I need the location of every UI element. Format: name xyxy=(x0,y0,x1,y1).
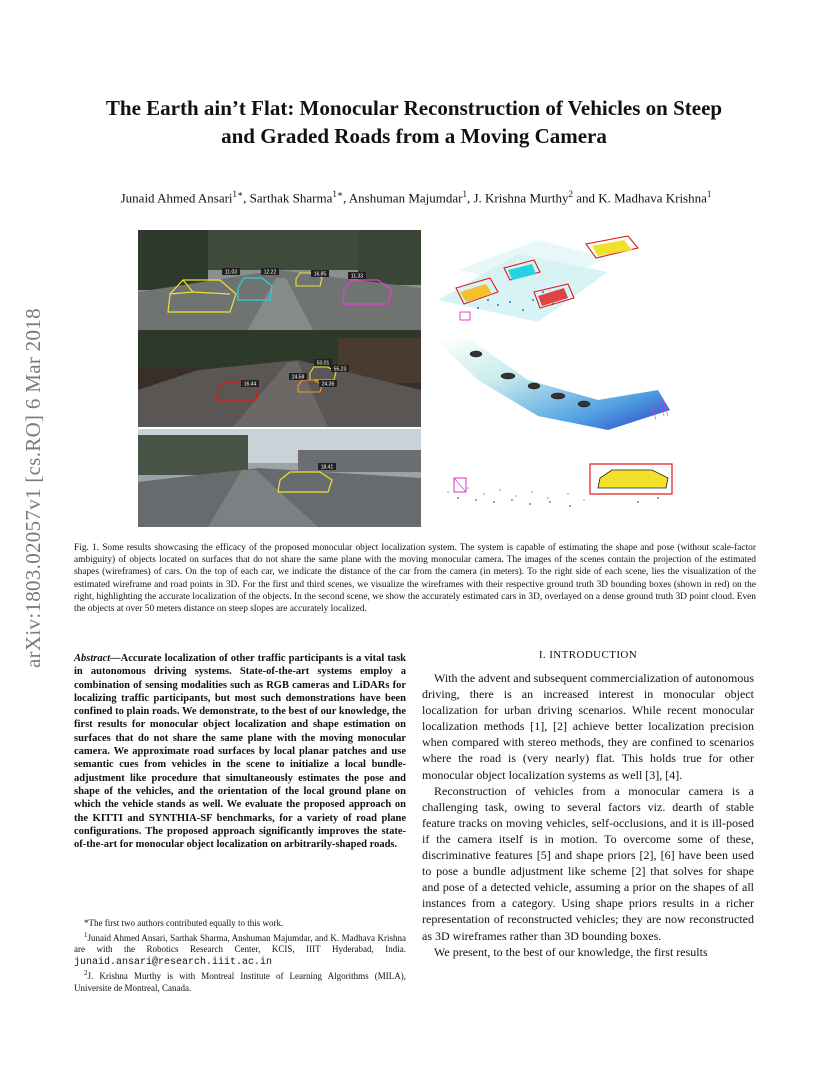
author-4: , J. Krishna Murthy xyxy=(466,190,569,206)
author-2-affiliation: 1∗ xyxy=(332,189,343,199)
scene-2-3d-visualization xyxy=(438,338,670,430)
scene-2-distance-label-5: 16.44 xyxy=(243,381,257,388)
footnote-1-text: Junaid Ahmed Ansari, Sarthak Sharma, Anshuman Majumdar, and K. Madhava Krishna are with the Robotics Research Center, KCIS, IIIT Hyderabad, India. xyxy=(74,932,406,955)
paper-title xyxy=(70,94,758,150)
abstract-dash: — xyxy=(110,653,121,664)
abstract-body: Accurate localization of other traffic participants is a vital task in autonomous driving systems. State-of-the-art systems employ a combination of sensing modalities such as RGB cameras and LiDARs for localizing traffic participants, but most such demonstrations have been confined to plain roads. We demonstrate, to the best of our knowledge, the first results for monocular object localization and shape estimation on surfaces that do not share the same plane with the moving monocular camera. We approximate road surfaces by local planar patches and use semantic cues from vehicles in the scene to initialize a local bundle-adjustment like procedure that simultaneously estimates the pose and shape of the vehicles, and the orientation of the local ground plane on which the vehicle stands as well. We evaluate the proposed approach on the KITTI and SYNTHIA-SF benchmarks, for a variety of road plane configurations. The proposed approach significantly improves the state-of-the-art for monocular object localization on arbitrarily-shaped roads. xyxy=(74,653,406,851)
intro-paragraph: We present, to the best of our knowledge, the first results xyxy=(434,944,708,959)
figure-1 xyxy=(138,230,690,527)
arxiv-identifier: arXiv:1803.02057v1 [cs.RO] 6 Mar 2018 xyxy=(21,308,45,668)
scene-3-3d-visualization xyxy=(447,464,672,507)
scene-2-distance-label-3: 24.58 xyxy=(291,374,305,381)
introduction-body xyxy=(422,670,754,960)
intro-paragraph: With the advent and subsequent commercialization of autonomous driving, there is an increased interest in monocular object localization for urban driving scenarios. While recent monocular localization methods [1], [2] achieve better localization precision when compared with stereo methods, they are confined to scenarios where the road is (very nearly) flat. This holds true for other monocular object localization systems as well [3], [4]. xyxy=(422,671,754,782)
scene-2-distance-label-2: 55.23 xyxy=(333,366,347,373)
figure-caption: Fig. 1. Some results showcasing the efficacy of the proposed monocular object localization system. The system is capable of estimating the shape and pose (without scale-factor ambiguity) of objects located on surfaces that do not share the same plane with the moving monocular camera. The images of the scenes contain the projection of the estimated shapes (wireframes) of cars. On the top of each car, we indicate the distance of the car from the camera (in meters). To the right side of each scene, lies the visualization of the estimated wireframe and road points in 3D. For the first and third scenes, we visualize the wireframes with their respective ground truth 3D bounding boxes (shown in red) on the right, highlighting the accurate localization of the objects. In the second scene, we show the accurately estimated cars in 3D, overlayed on a dense ground truth 3D point cloud. Even the objects at over 50 meters distance on steep slopes are accurately localized. xyxy=(74,543,756,615)
scene-1-3d-visualization xyxy=(438,236,638,322)
scene-2-distance-label-1: 53.01 xyxy=(316,360,330,367)
title-line-1: The Earth ain’t Flat: Monocular Reconstruction of Vehicles on Steep xyxy=(105,96,723,120)
author-1-affiliation: 1∗ xyxy=(232,189,244,199)
abstract xyxy=(74,652,406,851)
author-2: , Sarthak Sharma xyxy=(243,190,333,206)
footnote-1-email: junaid.ansari@research.iiit.ac.in xyxy=(74,956,273,968)
scene-1-distance-label-3: 16.85 xyxy=(313,271,327,278)
author-5: and K. Madhava Krishna xyxy=(572,190,707,206)
footnote-2-text: J. Krishna Murthy is with Montreal Institute of Learning Algorithms (MILA), Universite de Montreal, Canada. xyxy=(74,971,406,993)
footnote-affiliation-1 xyxy=(74,930,406,969)
scene-1-distance-label-4: 11.33 xyxy=(350,273,364,280)
title-line-2: and Graded Roads from a Moving Camera xyxy=(221,124,607,148)
scene-3-photo xyxy=(138,429,421,527)
scene-2-distance-label-4: 24.36 xyxy=(321,381,335,388)
author-4-affiliation: 2 xyxy=(568,189,573,199)
scene-1-distance-label-2: 12.22 xyxy=(263,269,277,276)
intro-paragraph: Reconstruction of vehicles from a monocular camera is a challenging task, owing to several factors viz. dearth of stable feature tracks on moving vehicles, self-occlusions, and it is ill-posed if the camera itself is in motion. To overcome some of these, discriminative features [5] and shape priors [2], [6] have been used to pose a bundle adjustment like scheme [2] that solves for shape and pose of a detected vehicle, assuming a prior on the shapes of all instances from a category. Using shape priors results in a richer representation of reconstructed vehicles; they are now reconstructed as 3D wireframes rather than 3D bounding boxes. xyxy=(422,783,754,943)
abstract-label: Abstract xyxy=(74,653,111,664)
scene-2-photo xyxy=(138,330,421,427)
footnotes xyxy=(74,918,406,995)
author-list xyxy=(56,185,776,207)
footnote-2-marker: 2 xyxy=(84,969,88,978)
author-3-affiliation: 1 xyxy=(462,189,467,199)
section-heading-introduction: I. INTRODUCTION xyxy=(538,649,638,661)
scene-3-distance-label-1: 18.41 xyxy=(320,464,334,471)
scene-1-photo xyxy=(138,230,421,330)
footnote-affiliation-2 xyxy=(74,968,406,994)
footnote-1-marker: 1 xyxy=(84,930,88,939)
scene-1-distance-label-1: 11.03 xyxy=(224,269,238,276)
author-3: , Anshuman Majumdar xyxy=(342,190,463,206)
author-1: Junaid Ahmed Ansari xyxy=(120,190,233,206)
author-5-affiliation: 1 xyxy=(706,189,712,199)
footnote-equal-contribution: *The first two authors contributed equally to this work. xyxy=(84,918,284,928)
